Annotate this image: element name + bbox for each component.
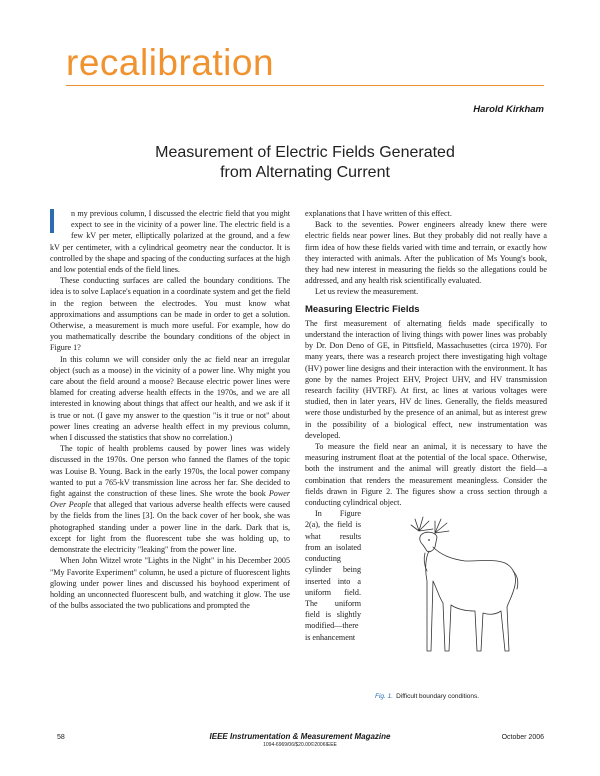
issn-line: 1094-6969/06/$20.00©2006IEEE xyxy=(263,742,337,748)
left-column xyxy=(50,208,290,611)
paragraph: n my previous column, I discussed the electric field that you might expect to see in the vicinity of a power line. The electric field is a few kV per meter, elliptically polarized at the ground, and a few kV per centimeter, with a cylindrical geometry near the conductor. It is controlled by the shape and spacing of the conducting surfaces at the high and low potential ends of the field lines. xyxy=(50,209,290,275)
title-line-1: Measurement of Electric Fields Generated xyxy=(155,144,455,161)
paragraph: These conducting surfaces are called the boundary conditions. The idea is to solve Laplace's equation in a coordinate system and get the field in the region between the electrodes. You must know what approximations and assumptions can be made in order to get a solution. Otherwise, a measurement is much more useful. For example, how do you mathematically describe the boundary conditions of the object in Figure 1? xyxy=(50,276,290,353)
paragraph: In Figure 2(a), the field is what results from an isolated conducting cylinder being inserted into a uniform field. The uniform field is slightly modified—there is enhancement xyxy=(305,509,361,642)
right-column xyxy=(305,208,547,705)
header-rule xyxy=(66,85,544,86)
paragraph: In this column we will consider only the ac field near an irregular object (such as a moose) in the vicinity of a power line. Why might you care about the field around a moose? Because electric power lines were blamed for creating adverse health effects in the 1970s, and we are all interested in knowing about things that affect our health, and we ask if it is true or not. (I gave my answer to the question "is it true or not" about power lines creating an adverse health effect in my previous column, when I discussed the statistics that show no correlation.) xyxy=(50,354,290,443)
figure-caption xyxy=(375,691,479,702)
section-title: recalibration xyxy=(66,42,275,83)
page-number: 58 xyxy=(57,734,65,741)
title-line-2: from Alternating Current xyxy=(220,164,390,181)
author-name: Harold Kirkham xyxy=(473,104,544,115)
figure-caption-text: Difficult boundary conditions. xyxy=(396,693,480,701)
paragraph: Let us review the measurement. xyxy=(315,287,419,297)
paragraph: Back to the seventies. Power engineers already knew there were electric fields near power lines. But they probably did not really have a firm idea of how these fields varied with time and terrain, or exactly how they interacted with animals. After the publication of Ms Young's book, they had new interest in measuring the fields so the allegations could be addressed, and any health risk scientifically evaluated. xyxy=(305,220,547,286)
moose-drawing xyxy=(389,511,539,686)
figure-1 xyxy=(367,511,547,705)
magazine-name: IEEE Instrumentation & Measurement Magazine xyxy=(209,732,391,741)
paragraph: The topic of health problems caused by power lines was widely discussed in the 1970s. One person who fanned the flames of the topic was Louise B. Young. Back in the early 1970s, the local power company wanted to put a 765-kV transmission line across her far. She decided to fight against the construction of these lines. She wrote the book Power Over People that alleged that various adverse health effects were caused by the fields from the lines [3]. On the back cover of her book, she was photographed standing under a power line in the dark. Dark that is, except for light from the fluorescent tube she was holding up, to demonstrate the electricity "leaking" from the power line. xyxy=(50,444,290,555)
section-heading: Measuring Electric Fields xyxy=(305,303,420,315)
issue-date: October 2006 xyxy=(501,734,544,741)
book-title: Power Over People xyxy=(50,489,290,510)
paragraph: When John Witzel wrote "Lights in the Night" in his December 2005 "My Favorite Experiment" column, he used a picture of fluorescent lights glowing under power lines and discussed his boyhood experiment of holding an unconnected fluorescent bulb, and watching it glow. The use of the bulbs associated the two publications and prompted the xyxy=(50,556,290,611)
paragraph: The first measurement of alternating fields made specifically to understand the interaction of living things with power lines was probably by Dr. Don Deno of GE, in Pittsfield, Massachusettes (circa 1970). For many years, there was a research project there investigating high voltage (HV) power line designs and their interaction with the environment. It has gone by the names Project EHV, Project UHV, and HV transmission research facility (HVTRF). At first, ac lines at various voltages were studied, then in later years, HV dc lines. Generally, the fields measured were those undisturbed by the presence of an animal, but as interest grew in the possibility of a biological effect, new instrumentation was developed. xyxy=(305,318,547,440)
paragraph: explanations that I have written of this effect. xyxy=(305,209,452,218)
drop-cap xyxy=(50,209,67,233)
article-title xyxy=(66,143,544,183)
paragraph: To measure the field near an animal, it is necessary to have the measuring instrument float at the potential of the local space. Otherwise, both the instrument and the animal will greatly distort the field—a combination that renders the measurement meaningless. Consider the fields drawn in Figure 2. The figures show a cross section through a conducting cylindrical object. xyxy=(305,442,547,508)
figure-label: Fig. 1. xyxy=(375,693,394,701)
